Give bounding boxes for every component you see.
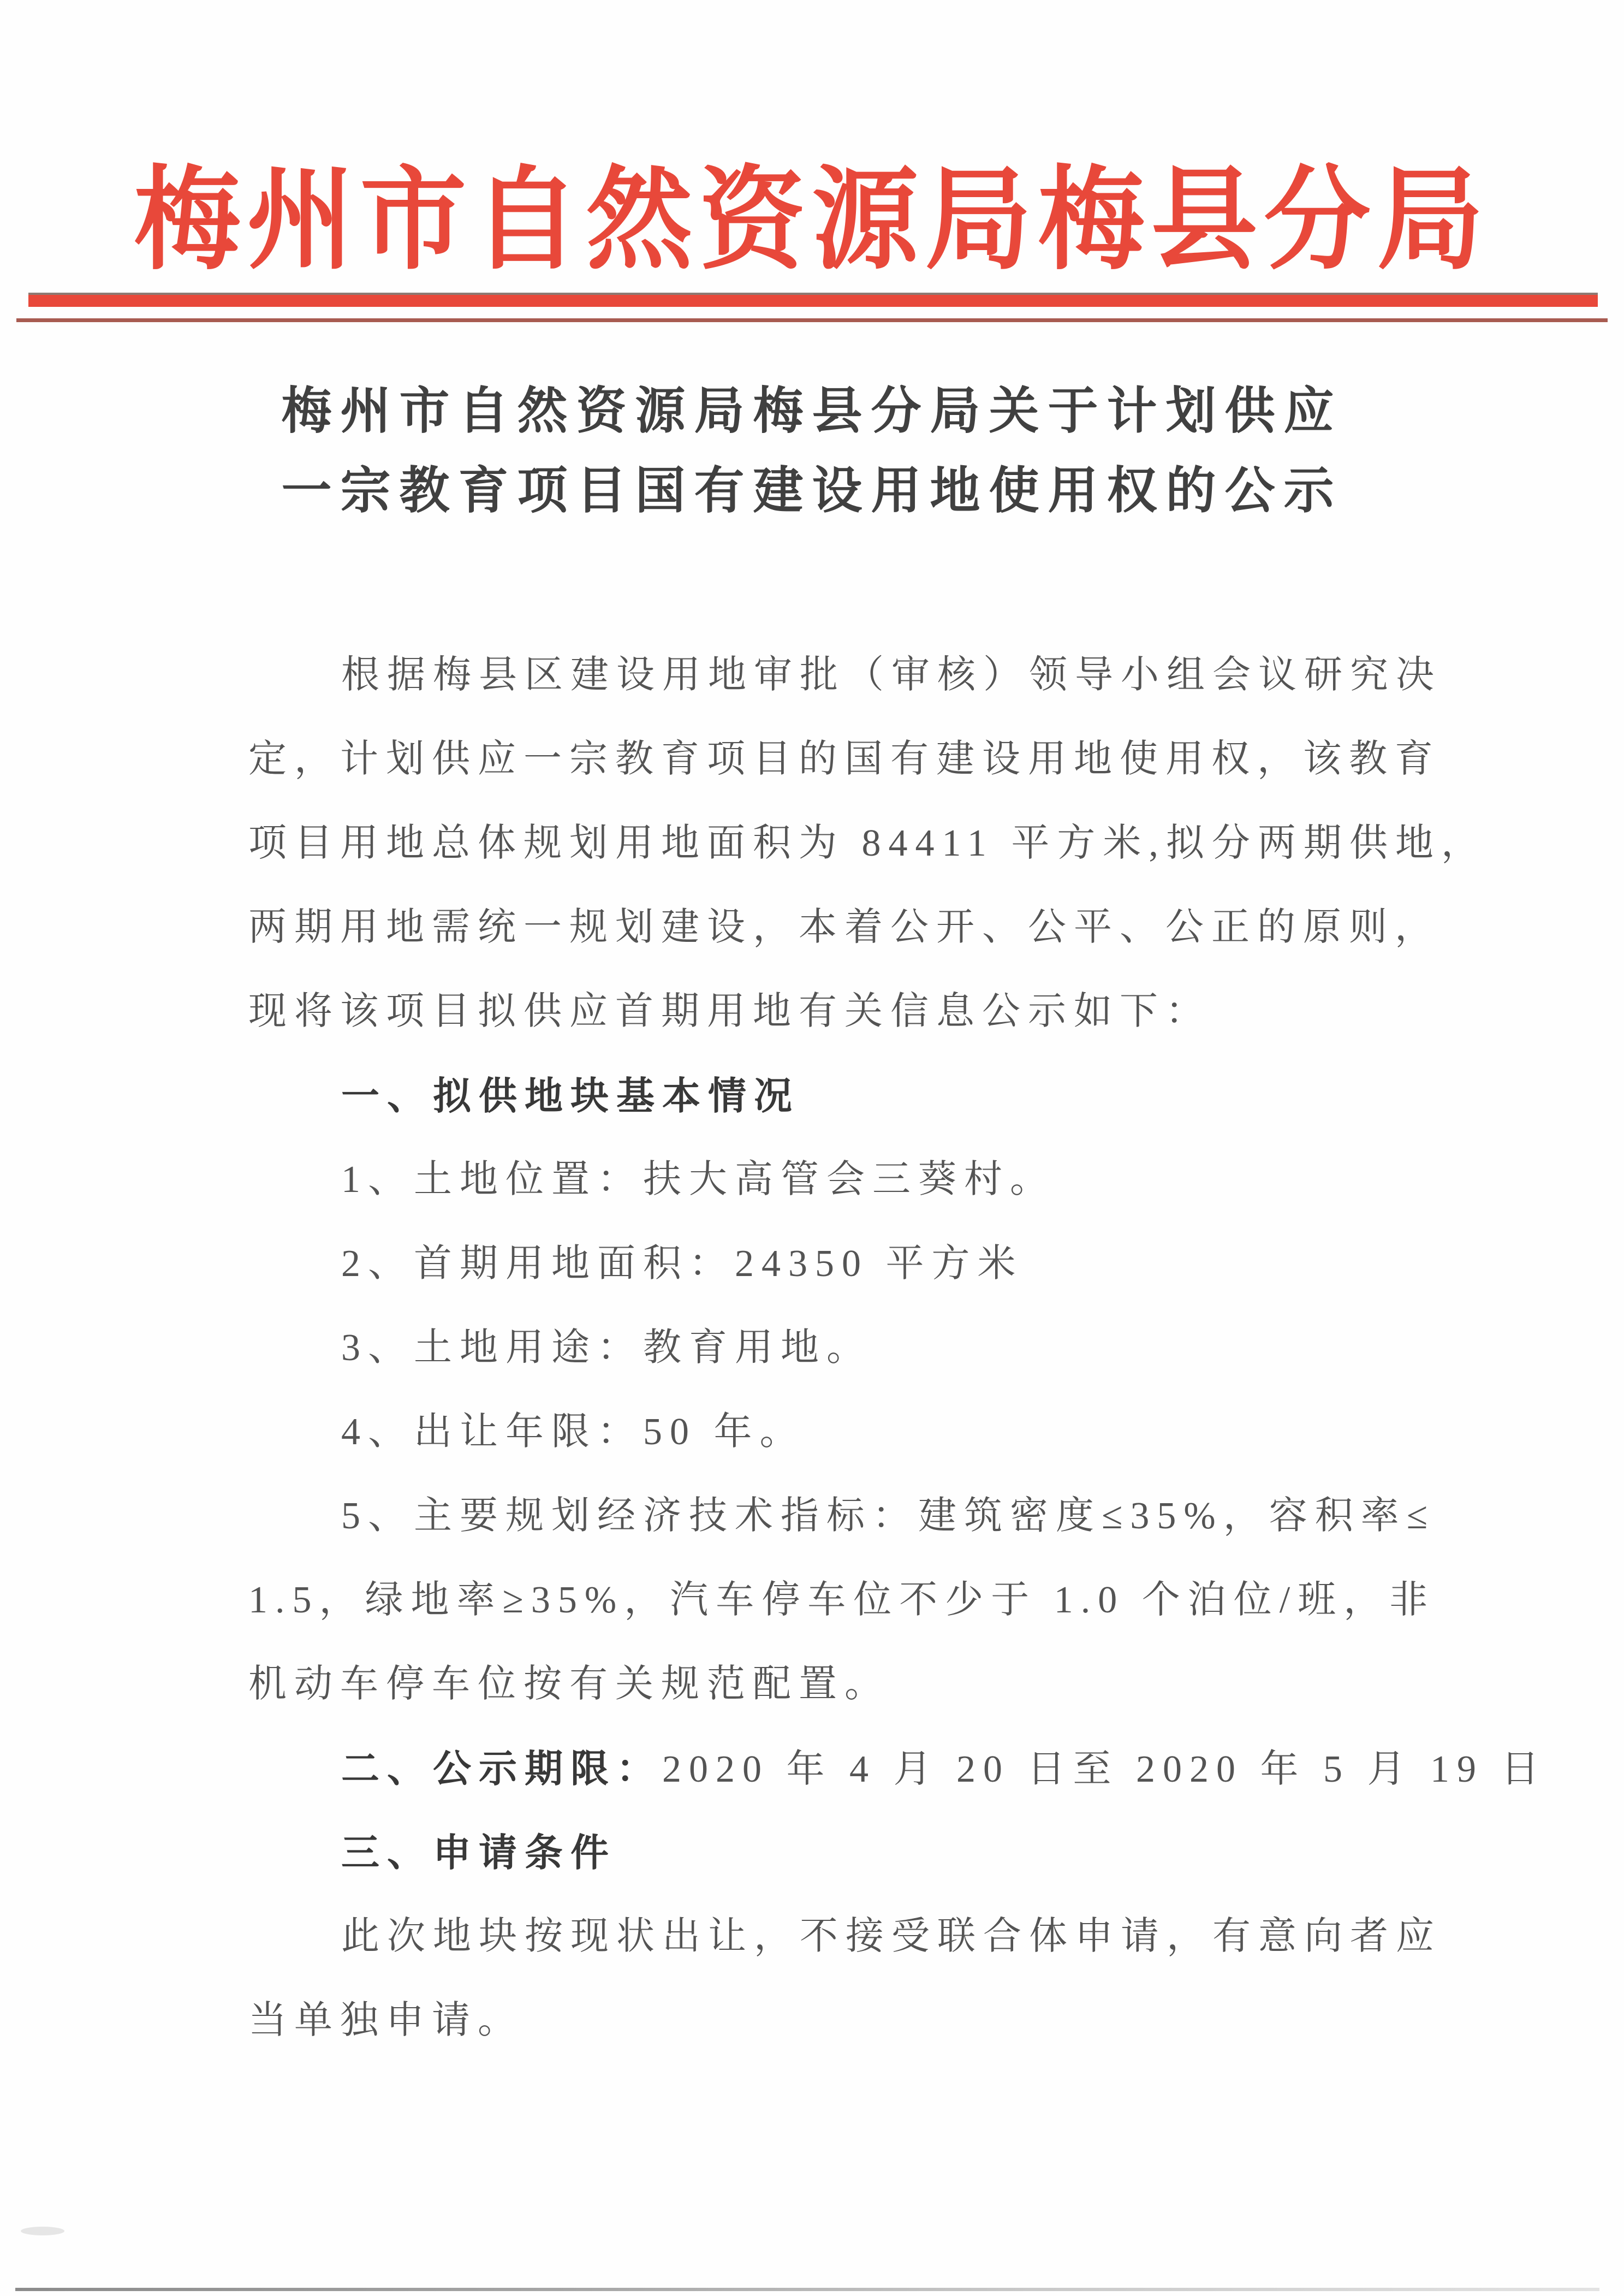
agency-letterhead: 梅州市自然资源局梅县分局 — [134, 159, 1490, 283]
section1-item: 1、土地位置：扶大高管会三葵村。 — [341, 1159, 1056, 1201]
section1-item-continuation: 机动车停车位按有关规范配置。 — [248, 1663, 890, 1705]
section1-heading: 一、拟供地块基本情况 — [341, 1075, 800, 1117]
section3-line: 此次地块按现状出让，不接受联合体申请，有意向者应 — [341, 1915, 1442, 1957]
intro-line: 根据梅县区建设用地审批（审核）领导小组会议研究决 — [341, 654, 1442, 696]
section2-label: 二、公示期限： — [341, 1747, 662, 1790]
scan-artifact-bottom-edge — [15, 2288, 1599, 2291]
scan-artifact-speck — [21, 2227, 64, 2235]
section1-item: 5、主要规划经济技术指标：建筑密度≤35%，容积率≤ — [341, 1495, 1436, 1537]
intro-line: 定，计划供应一宗教育项目的国有建设用地使用权，该教育 — [248, 738, 1441, 780]
intro-line: 两期用地需统一规划建设，本着公开、公平、公正的原则， — [248, 906, 1441, 948]
intro-line: 项目用地总体规划用地面积为 84411 平方米,拟分两期供地， — [248, 822, 1487, 864]
notice-title-line1: 梅州市自然资源局梅县分局关于计划供应 — [281, 383, 1343, 439]
section1-item: 3、土地用途：教育用地。 — [341, 1327, 872, 1369]
section1-item: 2、首期用地面积：24350 平方米 — [341, 1243, 1024, 1285]
section1-item: 4、出让年限：50 年。 — [341, 1411, 806, 1453]
section3-heading: 三、申请条件 — [341, 1831, 616, 1874]
intro-line: 现将该项目拟供应首期用地有关信息公示如下： — [248, 990, 1211, 1033]
notice-body — [248, 633, 1547, 2063]
notice-title-line2: 一宗教育项目国有建设用地使用权的公示 — [281, 463, 1343, 519]
section3-line: 当单独申请。 — [248, 2000, 524, 2042]
letterhead-rule-thick — [28, 293, 1598, 307]
section2-line — [248, 1727, 1547, 1811]
notice-title — [0, 371, 1624, 531]
section1-item-continuation: 1.5，绿地率≥35%，汽车停车位不少于 1.0 个泊位/班，非 — [248, 1579, 1436, 1621]
section2-value: 2020 年 4 月 20 日至 2020 年 5 月 19 日 — [662, 1748, 1547, 1790]
letterhead-rule-thin — [16, 318, 1608, 322]
